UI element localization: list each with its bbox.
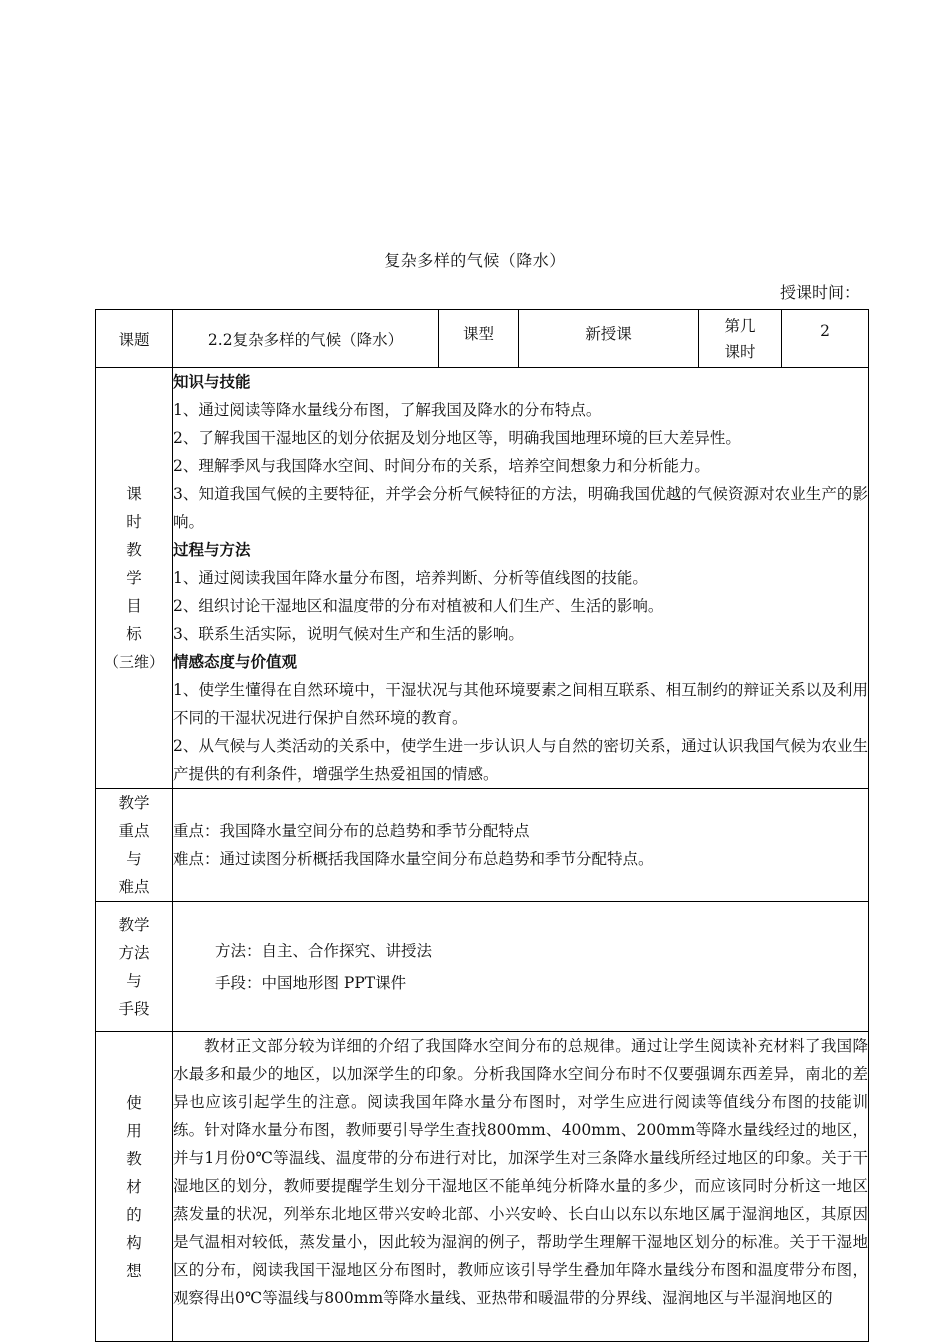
key-points-label-line: 与 — [126, 850, 142, 868]
methods-label-line: 方法 — [118, 943, 150, 962]
key-points-row — [96, 789, 869, 902]
class-time-label: 授课时间： — [779, 283, 860, 302]
materials-content — [173, 1032, 869, 1342]
key-points-label-line: 重点 — [118, 822, 150, 840]
materials-label-char: 构 — [126, 1233, 142, 1252]
objective-item: 1、使学生懂得在自然环境中，干湿状况与其他环境要素之间相互联系、相互制约的辩证关系以及利用不同的干湿状况进行保护自然环境的教育。 — [173, 681, 868, 727]
lesson-plan-table — [95, 309, 869, 1342]
key-points-label — [96, 789, 173, 902]
section-heading: 知识与技能 — [173, 372, 251, 391]
teaching-method: 方法：自主、合作探究、讲授法 — [215, 941, 433, 960]
topic-label: 课题 — [96, 310, 173, 368]
objective-item: 1、通过阅读我国年降水量分布图，培养判断、分析等值线图的技能。 — [173, 569, 648, 587]
materials-label-char: 使 — [126, 1093, 142, 1112]
section-heading: 情感态度与价值观 — [173, 652, 298, 671]
objective-item: 2、组织讨论干湿地区和温度带的分布对植被和人们生产、生活的影响。 — [173, 597, 664, 615]
objectives-label-char: 目 — [126, 597, 142, 615]
objectives-row — [96, 368, 869, 789]
objective-item: 3、知道我国气候的主要特征，并学会分析气候特征的方法，明确我国优越的气候资源对农业生产的影响。 — [173, 485, 868, 531]
methods-row — [96, 902, 869, 1032]
objectives-content — [173, 368, 869, 789]
teaching-means: 手段：中国地形图 PPT课件 — [215, 973, 407, 992]
period-value: 2 — [782, 310, 869, 368]
materials-label-char: 用 — [126, 1121, 142, 1140]
methods-content — [173, 902, 869, 1032]
key-points-label-line: 难点 — [118, 878, 150, 896]
objectives-label-char: 课 — [126, 485, 142, 503]
period-label — [699, 310, 782, 368]
materials-label-char: 材 — [126, 1177, 142, 1196]
materials-label — [96, 1032, 173, 1342]
objective-item: 2、从气候与人类活动的关系中，使学生进一步认识人与自然的密切关系，通过认识我国气候为农业生产提供的有利条件，增强学生热爱祖国的情感。 — [173, 737, 868, 783]
teaching-difficulty: 难点：通过读图分析概括我国降水量空间分布总趋势和季节分配特点。 — [173, 850, 654, 868]
objective-item: 3、联系生活实际，说明气候对生产和生活的影响。 — [173, 625, 524, 643]
lesson-type-value: 新授课 — [519, 310, 699, 368]
section-heading: 过程与方法 — [173, 540, 251, 559]
lesson-type-label: 课型 — [439, 310, 519, 368]
methods-label-line: 手段 — [118, 999, 150, 1018]
objectives-label — [96, 368, 173, 789]
key-points-content — [173, 789, 869, 902]
objectives-label-char: 标 — [126, 625, 142, 643]
header-row — [96, 310, 869, 368]
materials-label-char: 的 — [126, 1205, 142, 1224]
teaching-focus: 重点：我国降水量空间分布的总趋势和季节分配特点 — [173, 822, 530, 840]
topic-value: 2.2复杂多样的气候（降水） — [173, 310, 439, 368]
objective-item: 2、理解季风与我国降水空间、时间分布的关系，培养空间想象力和分析能力。 — [173, 457, 710, 475]
objectives-label-char: 教 — [126, 541, 142, 559]
period-label-line1: 第几 — [724, 316, 756, 335]
materials-row — [96, 1032, 869, 1342]
objectives-label-char: 时 — [126, 513, 142, 531]
period-label-line2: 课时 — [724, 342, 756, 361]
materials-paragraph: 教材正文部分较为详细的介绍了我国降水空间分布的总规律。通过让学生阅读补充材料了我国降水最多和最少的地区，以加深学生的印象。分析我国降水空间分布时不仅要强调东西差异，南北的差异也应该引起学生的注意。阅读我国年降水量分布图时，对学生应进行阅读等值线分布图的技能训练。针对降水量分布图，教师要引导学生查找800mm、400mm、200mm等降水量线经过的地区，并与1月份0℃等温线、温度带的分布进行对比，加深学生对三条降水量线所经过地区的印象。关于干湿地区的划分，教师要提醒学生划分干湿地区不能单纯分析降水量的多少，而应该同时分析这一地区蒸发量的状况，列举东北地区带兴安岭北部、小兴安岭、长白山以东以东地区属于湿润地区，其原因是气温相对较低，蒸发量小，因此较为湿润的例子，帮助学生理解干湿地区划分的标准。关于干湿地区的分布，阅读我国干湿地区分布图时，教师应该引导学生叠加年降水量线分布图和温度带分布图，观察得出0℃等温线与800mm等降水量线、亚热带和暖温带的分界线、湿润地区与半湿润地区的 — [173, 1037, 868, 1307]
materials-label-char: 教 — [126, 1149, 142, 1168]
objectives-label-suffix: （三维） — [103, 653, 164, 671]
methods-label-line: 教学 — [118, 915, 150, 934]
methods-label-line: 与 — [126, 971, 142, 990]
materials-label-char: 想 — [126, 1261, 142, 1280]
objectives-label-char: 学 — [126, 569, 142, 587]
methods-label — [96, 902, 173, 1032]
objective-item: 1、通过阅读等降水量线分布图，了解我国及降水的分布特点。 — [173, 401, 602, 419]
key-points-label-line: 教学 — [118, 794, 150, 812]
objective-item: 2、了解我国干湿地区的划分依据及划分地区等，明确我国地理环境的巨大差异性。 — [173, 429, 741, 447]
document-title: 复杂多样的气候（降水） — [384, 251, 566, 270]
